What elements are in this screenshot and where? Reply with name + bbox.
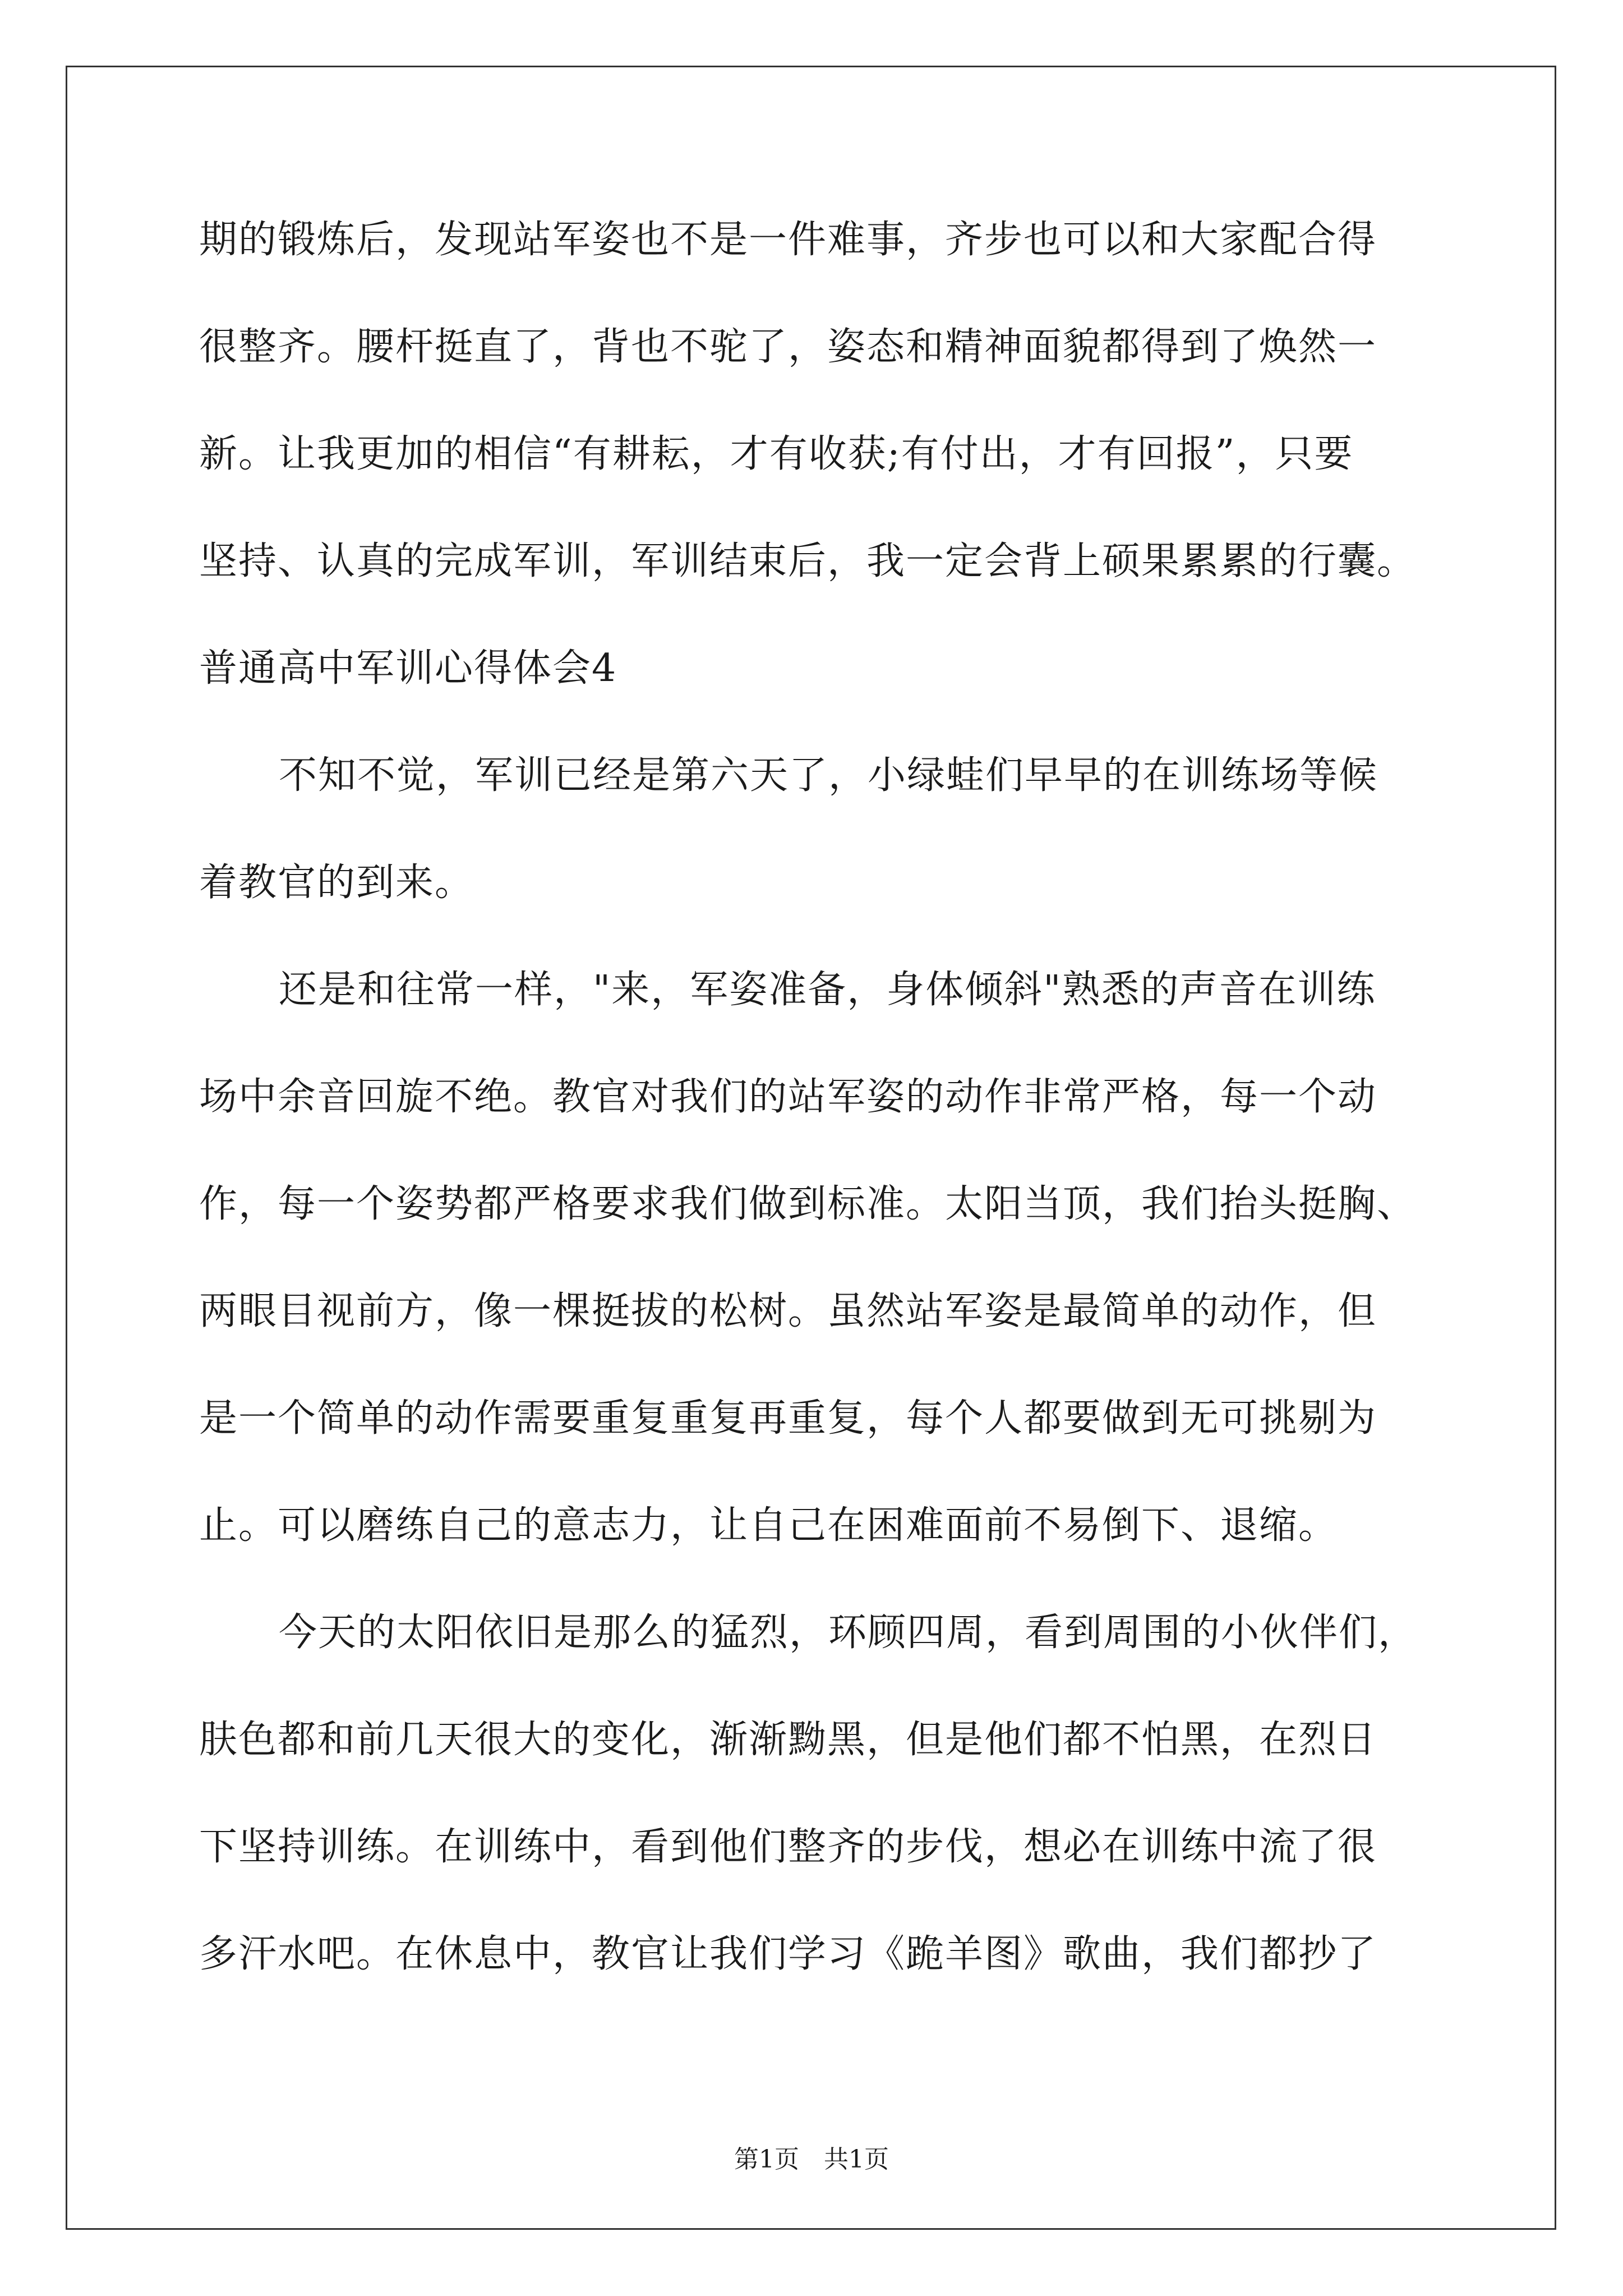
section-heading: 普通高中军训心得体会4 xyxy=(199,646,617,691)
text-line-11: 两眼目视前方，像一棵挺拔的松树。虽然站军姿是最简单的动作，但 xyxy=(199,1289,1377,1333)
document-body xyxy=(199,213,1433,2035)
text-line-13: 止。可以磨练自己的意志力，让自己在困难面前不易倒下、退缩。 xyxy=(199,1503,1338,1548)
text-line-3: 新。让我更加的相信“有耕耘，才有收获;有付出，才有回报”，只要 xyxy=(199,432,1354,476)
text-line-15: 肤色都和前几天很大的变化，渐渐黝黑，但是他们都不怕黑，在烈日 xyxy=(199,1718,1377,1762)
page-number-footer: 第1页 共1页 xyxy=(734,2145,889,2174)
text-line-9: 场中余音回旋不绝。教官对我们的站军姿的动作非常严格，每一个动 xyxy=(199,1075,1377,1119)
text-line-14: 今天的太阳依旧是那么的猛烈，环顾四周，看到周围的小伙伴们， xyxy=(279,1611,1418,1655)
text-line-4: 坚持、认真的完成军训，军训结束后，我一定会背上硕果累累的行囊。 xyxy=(199,539,1417,583)
text-line-6: 不知不觉，军训已经是第六天了，小绿蛙们早早的在训练场等候 xyxy=(279,753,1378,798)
text-line-17: 多汗水吧。在休息中，教官让我们学习《跪羊图》歌曲，我们都抄了 xyxy=(199,1932,1377,1976)
text-line-1: 期的锻炼后，发现站军姿也不是一件难事，齐步也可以和大家配合得 xyxy=(199,218,1377,262)
text-line-12: 是一个简单的动作需要重复重复再重复，每个人都要做到无可挑剔为 xyxy=(199,1396,1377,1441)
text-line-2: 很整齐。腰杆挺直了，背也不驼了，姿态和精神面貌都得到了焕然一 xyxy=(199,325,1377,369)
text-line-8: 还是和往常一样，"来，军姿准备，身体倾斜"熟悉的声音在训练 xyxy=(279,968,1376,1012)
text-line-10: 作，每一个姿势都严格要求我们做到标准。太阳当顶，我们抬头挺胸、 xyxy=(199,1182,1417,1226)
text-line-16: 下坚持训练。在训练中，看到他们整齐的步伐，想必在训练中流了很 xyxy=(199,1825,1377,1869)
text-line-7: 着教官的到来。 xyxy=(199,861,474,905)
